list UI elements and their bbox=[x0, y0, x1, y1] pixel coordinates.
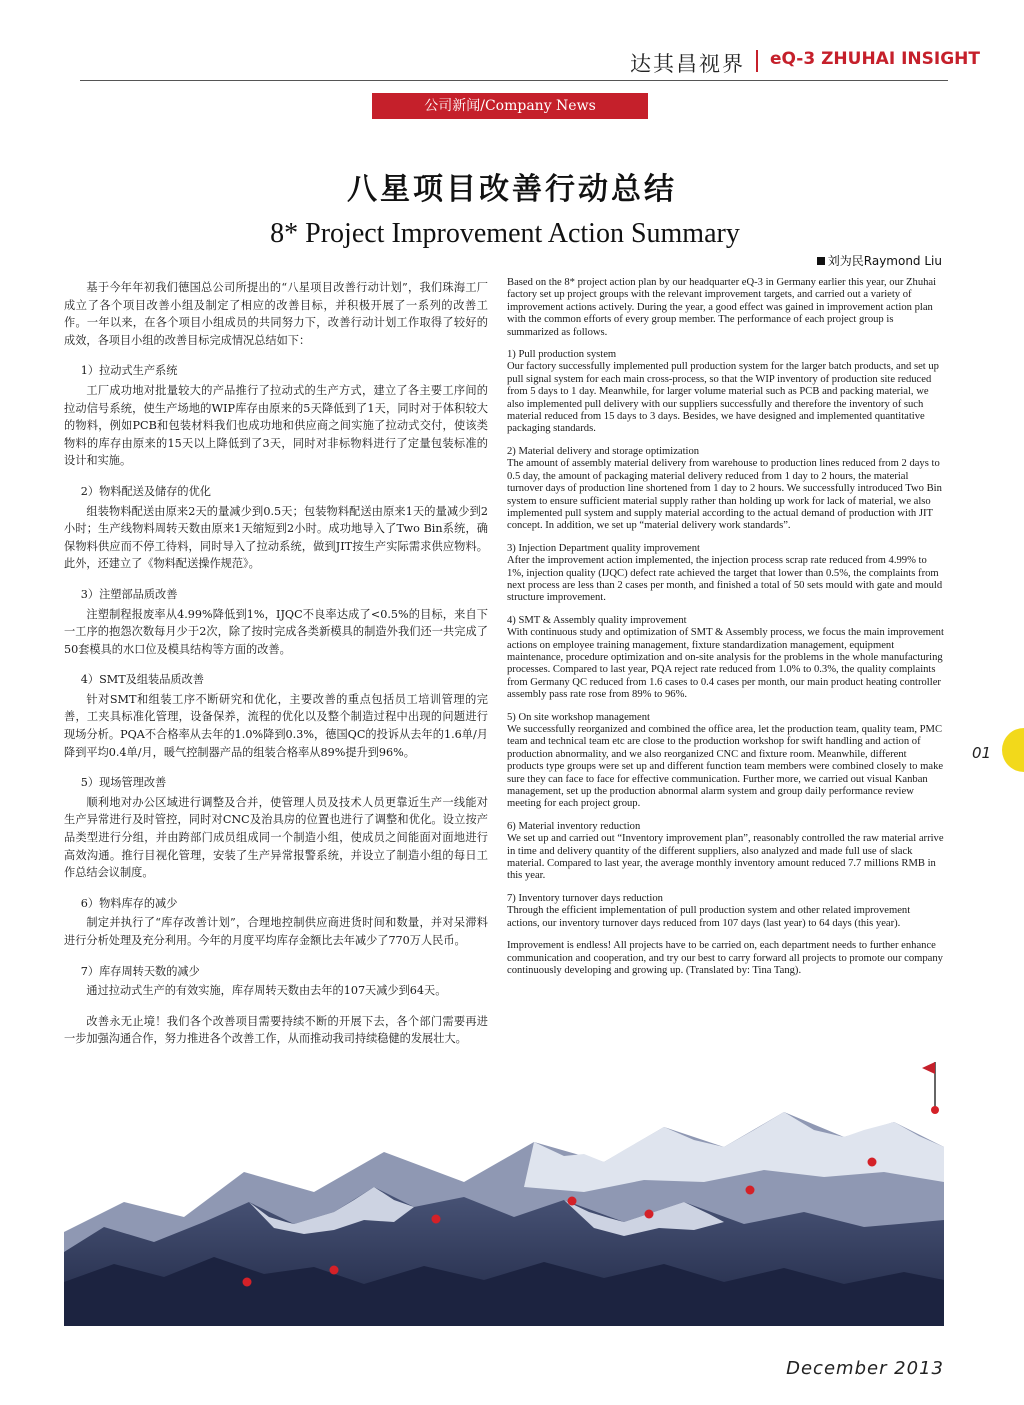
page-number: 01 bbox=[972, 744, 992, 762]
mountain-illustration bbox=[64, 1052, 944, 1326]
summit-marker bbox=[931, 1106, 939, 1114]
section-label: 公司新闻/Company News bbox=[372, 93, 648, 119]
cn-section-heading: 4）SMT及组装品质改善 bbox=[80, 673, 204, 687]
en-section-body: The amount of assembly material delivery from warehouse to production lines reduced from 2 days to 0.5 day, the amount of packaging material delivery reduced from 1 day to 2 hours, the material turnover days of production line shortened from 1 day to 2 hours. We successfully introduced Two Bin system to ensure sufficient material supply rather than holding up work for lack of material, we also implemented pull system and supply material according to the actual demand of production with JIT concept. In addition, we set up “material delivery work standards”. bbox=[507, 458, 942, 532]
cn-section-heading: 2）物料配送及储存的优化 bbox=[80, 484, 211, 498]
cn-section-heading: 1）拉动式生产系统 bbox=[80, 364, 178, 378]
en-outro: Improvement is endless! All projects have to be carried on, each department needs to further enhance communication and cooperation, and try our best to carry forward all projects to promote our company continuously developing and growing up. (Translated by: Tina Tang). bbox=[507, 940, 943, 976]
en-section-heading: 6) Material inventory reduction bbox=[507, 820, 641, 832]
cn-outro: 改善永无止境！我们各个改善项目需要持续不断的开展下去，各个部门需要再进一步加强沟通合作，努力推进各个改善工作，从而推动我司持续稳健的发展壮大。 bbox=[64, 1014, 488, 1046]
cn-section-heading: 5）现场管理改善 bbox=[80, 776, 167, 790]
page-tab-circle bbox=[1002, 728, 1024, 772]
cn-section-heading: 6）物料库存的减少 bbox=[80, 896, 178, 910]
masthead-en: eQ-3 ZHUHAI INSIGHT bbox=[770, 49, 980, 69]
english-column bbox=[507, 277, 945, 985]
cn-section-body: 通过拉动式生产的有效实施，库存周转天数由去年的107天减少到64天。 bbox=[86, 984, 447, 998]
cn-intro: 基于今年年初我们德国总公司所提出的“八星项目改善行动计划”，我们珠海工厂成立了各个项目改善小组及制定了相应的改善目标，并积极开展了一系列的改善工作。一年以来，在各个项目小组成员的共同努力下，改善行动计划工作取得了较好的成效，各项目小组的改善目标完成情况总结如下： bbox=[64, 281, 488, 347]
en-section-heading: 7) Inventory turnover days reduction bbox=[507, 892, 663, 904]
en-section-body: With continuous study and optimization of SMT & Assembly process, we focus the main improvement actions on employee training management, fixture standardization management, equipment maintenance, procedure optimization and on-site analysis for the problems in the whole manufacturing processes. Compared to last year, PQA reject rate reduced from 1.0% to 0.3%, the quality complaints from Germany QC reduced from 1.6 cases to 0.4 cases per month, our main product heating controller assembly pass rate rose from 89% to 96%. bbox=[507, 627, 944, 701]
cn-section-body: 注塑制程报废率从4.99%降低到1%，IJQC不良率达成了<0.5%的目标，来自下一工序的抱怨次数每月少于2次，除了按时完成各类新模具的制造外我们还一共完成了50套模具的水口位及模具结构等方面的改善。 bbox=[64, 607, 488, 656]
cn-section-body: 针对SMT和组装工序不断研究和优化，主要改善的重点包括员工培训管理的完善，工夹具标准化管理，设备保养，流程的优化以及整个制造过程中出现的问题进行现场分析。PQA不合格率从去年的1.0%降到0.3%，德国QC的投诉从去年的1.6单/月降到平均0.4单/月，暖气控制器产品的组装合格率从89%提升到96%。 bbox=[64, 692, 488, 759]
flag-icon bbox=[922, 1062, 935, 1074]
en-section-heading: 1) Pull production system bbox=[507, 349, 617, 361]
en-section-body: Through the efficient implementation of pull production system and other related improvement actions, our inventory turnover days reduced from 107 days (last year) to 64 days (this year). bbox=[507, 905, 911, 929]
route-marker bbox=[868, 1158, 877, 1167]
route-marker bbox=[243, 1278, 252, 1287]
cn-section-body: 组装物料配送由原来2天的量减少到0.5天；包装物料配送由原来1天的量减少到2小时；生产线物料周转天数由原来1天缩短到2小时。成功地导入了Two Bin系统，确保物料供应而不停工待料，同时导入了拉动系统，做到JIT按生产实际需求供应物料。此外，还建立了《物料配送操作规范》。 bbox=[64, 504, 488, 571]
masthead-rule bbox=[80, 80, 948, 81]
en-section-body: We set up and carried out “Inventory improvement plan”, reasonably controlled the raw material arrive in time and delivery quantity of the different suppliers, also analyzed and made full use of slack material. Compared to last year, the average monthly inventory amount reduced 7.7 millions RMB in this year. bbox=[507, 833, 944, 882]
route-marker bbox=[746, 1186, 755, 1195]
en-intro: Based on the 8* project action plan by our headquarter eQ-3 in Germany earlier this year, our Zhuhai factory set up project groups with the relevant improvement targets, and carried out a variety of improvement actions actively. During the year, a good effect was gained in improvement action plan with the common efforts of every group member. The performance of each project group is summarized as follows. bbox=[507, 277, 937, 338]
masthead-separator bbox=[756, 50, 758, 72]
route-marker bbox=[330, 1266, 339, 1275]
byline-square-icon bbox=[817, 257, 825, 265]
article-title-en: 8* Project Improvement Action Summary bbox=[270, 218, 740, 249]
masthead bbox=[600, 44, 980, 78]
cn-section-heading: 7）库存周转天数的减少 bbox=[80, 964, 200, 978]
en-section-body: Our factory successfully implemented pull production system for the larger batch products, and set up pull signal system for each main cross-process, so that the WIP inventory of production site reduced from 5 days to 1 day. Meanwhile, for larger volume material such as PCB and packing material, we also implemented pull delivery with our suppliers successfully and therefore the inventory of such material reduced from 15 days to 3 days. Besides, we have designed and implemented quantitative packaging standards. bbox=[507, 361, 939, 435]
cn-section-body: 制定并执行了“库存改善计划”，合理地控制供应商进货时间和数量，并对呆滞料进行分析处理及充分利用。今年的月度平均库存金额比去年减少了770万人民币。 bbox=[64, 916, 488, 947]
byline bbox=[817, 252, 942, 269]
en-section-body: We successfully reorganized and combined the office area, let the production team, quality team, PMC team and technical team etc are close to the production workshop for swift handling and action of production abnormality, and we also reorganized CNC and fixture room. Meanwhile, different products type groups were set up and different function team members were combined closely to make sure they can face to face for effective communication. Further more, we carried out visual Kanban management, set up the production abnormal alarm system and group daily performance review meeting for each project group. bbox=[507, 724, 944, 810]
chinese-column bbox=[64, 279, 488, 1059]
en-section-heading: 5) On site workshop management bbox=[507, 711, 650, 723]
article-title-cn: 八星项目改善行动总结 bbox=[347, 172, 677, 207]
masthead-cn: 达其昌视界 bbox=[630, 52, 745, 76]
cn-section-body: 顺利地对办公区域进行调整及合并，使管理人员及技术人员更靠近生产一线能对生产异常进行及时管控，同时对CNC及治具房的位置也进行了调整和优化。设立按产品类型进行分组，并由跨部门成员组成同一个制造小组，使成员之间能面对面地进行高效沟通。推行目视化管理，安装了生产异常报警系统，并设立了制造小组的每日工作总结会议制度。 bbox=[64, 795, 488, 880]
byline-text: 刘为民Raymond Liu bbox=[827, 254, 942, 268]
en-section-heading: 4) SMT & Assembly quality improvement bbox=[507, 614, 687, 626]
route-marker bbox=[568, 1197, 577, 1206]
en-section-heading: 2) Material delivery and storage optimization bbox=[507, 445, 700, 457]
cn-section-body: 工厂成功地对批量较大的产品推行了拉动式的生产方式，建立了各主要工序间的拉动信号系统，使生产场地的WIP库存由原来的5天降低到了1天，同时对于体积较大的物料，例如PCB和包装材料我们也成功地和供应商之间实施了拉动式交付，使该类物料的库存由原来的15天以上降低到了3天，同时对非标物料进行了定量包装标准的设计和实施。 bbox=[64, 383, 488, 468]
cn-section-heading: 3）注塑部品质改善 bbox=[80, 587, 178, 601]
en-section-body: After the improvement action implemented, the injection process scrap rate reduced from 4.99% to 1%, injection quality (IJQC) defect rate achieved the target that lower than 0.5%, the complaints from next process are less than 2 cases per month, and finished a total of 50 sets mould with gate and mould structure improvement. bbox=[507, 555, 943, 604]
footer-date: December 2013 bbox=[786, 1358, 944, 1379]
en-section-heading: 3) Injection Department quality improvement bbox=[507, 542, 700, 554]
route-marker bbox=[645, 1210, 654, 1219]
route-marker bbox=[432, 1215, 441, 1224]
